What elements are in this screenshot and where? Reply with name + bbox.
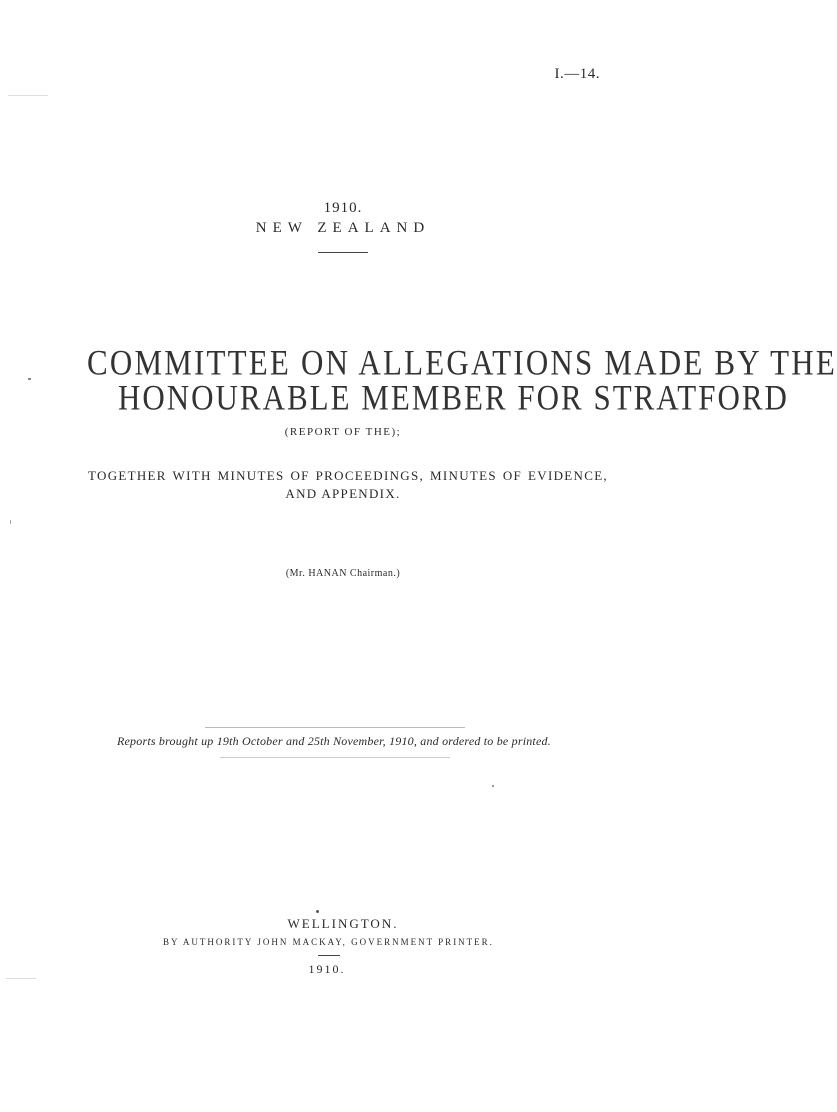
reports-note: Reports brought up 19th October and 25th November, 1910, and ordered to be printed. — [117, 734, 551, 748]
scan-speck — [6, 978, 36, 979]
imprint-printer: BY AUTHORITY JOHN MACKAY, GOVERNMENT PRINTER. — [163, 937, 494, 947]
document-title-line-2: HONOURABLE MEMBER FOR STRATFORD — [118, 377, 789, 418]
imprint-city: WELLINGTON. — [287, 916, 399, 931]
divider-rule — [318, 955, 340, 956]
chairman-note: (Mr. HANAN Chairman.) — [285, 568, 401, 579]
scan-speck — [492, 785, 494, 787]
scan-speck — [10, 520, 11, 524]
country-heading: NEW ZEALAND — [255, 220, 431, 236]
divider-rule — [205, 727, 465, 728]
scan-speck — [8, 95, 48, 96]
contents-line-2: AND APPENDIX. — [285, 486, 401, 501]
divider-rule — [220, 757, 450, 758]
divider-rule — [318, 252, 368, 253]
paper-reference: I.—14. — [554, 66, 600, 82]
publication-year: 1910. — [323, 200, 363, 216]
scan-speck — [316, 910, 319, 913]
imprint-year: 1910. — [308, 962, 346, 976]
report-subtitle: (REPORT OF THE); — [284, 426, 402, 438]
scan-speck — [28, 378, 31, 380]
contents-line-1: TOGETHER WITH MINUTES OF PROCEEDINGS, MINUTES OF EVIDENCE, — [88, 468, 608, 483]
document-title-line-1: COMMITTEE ON ALLEGATIONS MADE BY THE — [87, 342, 837, 383]
